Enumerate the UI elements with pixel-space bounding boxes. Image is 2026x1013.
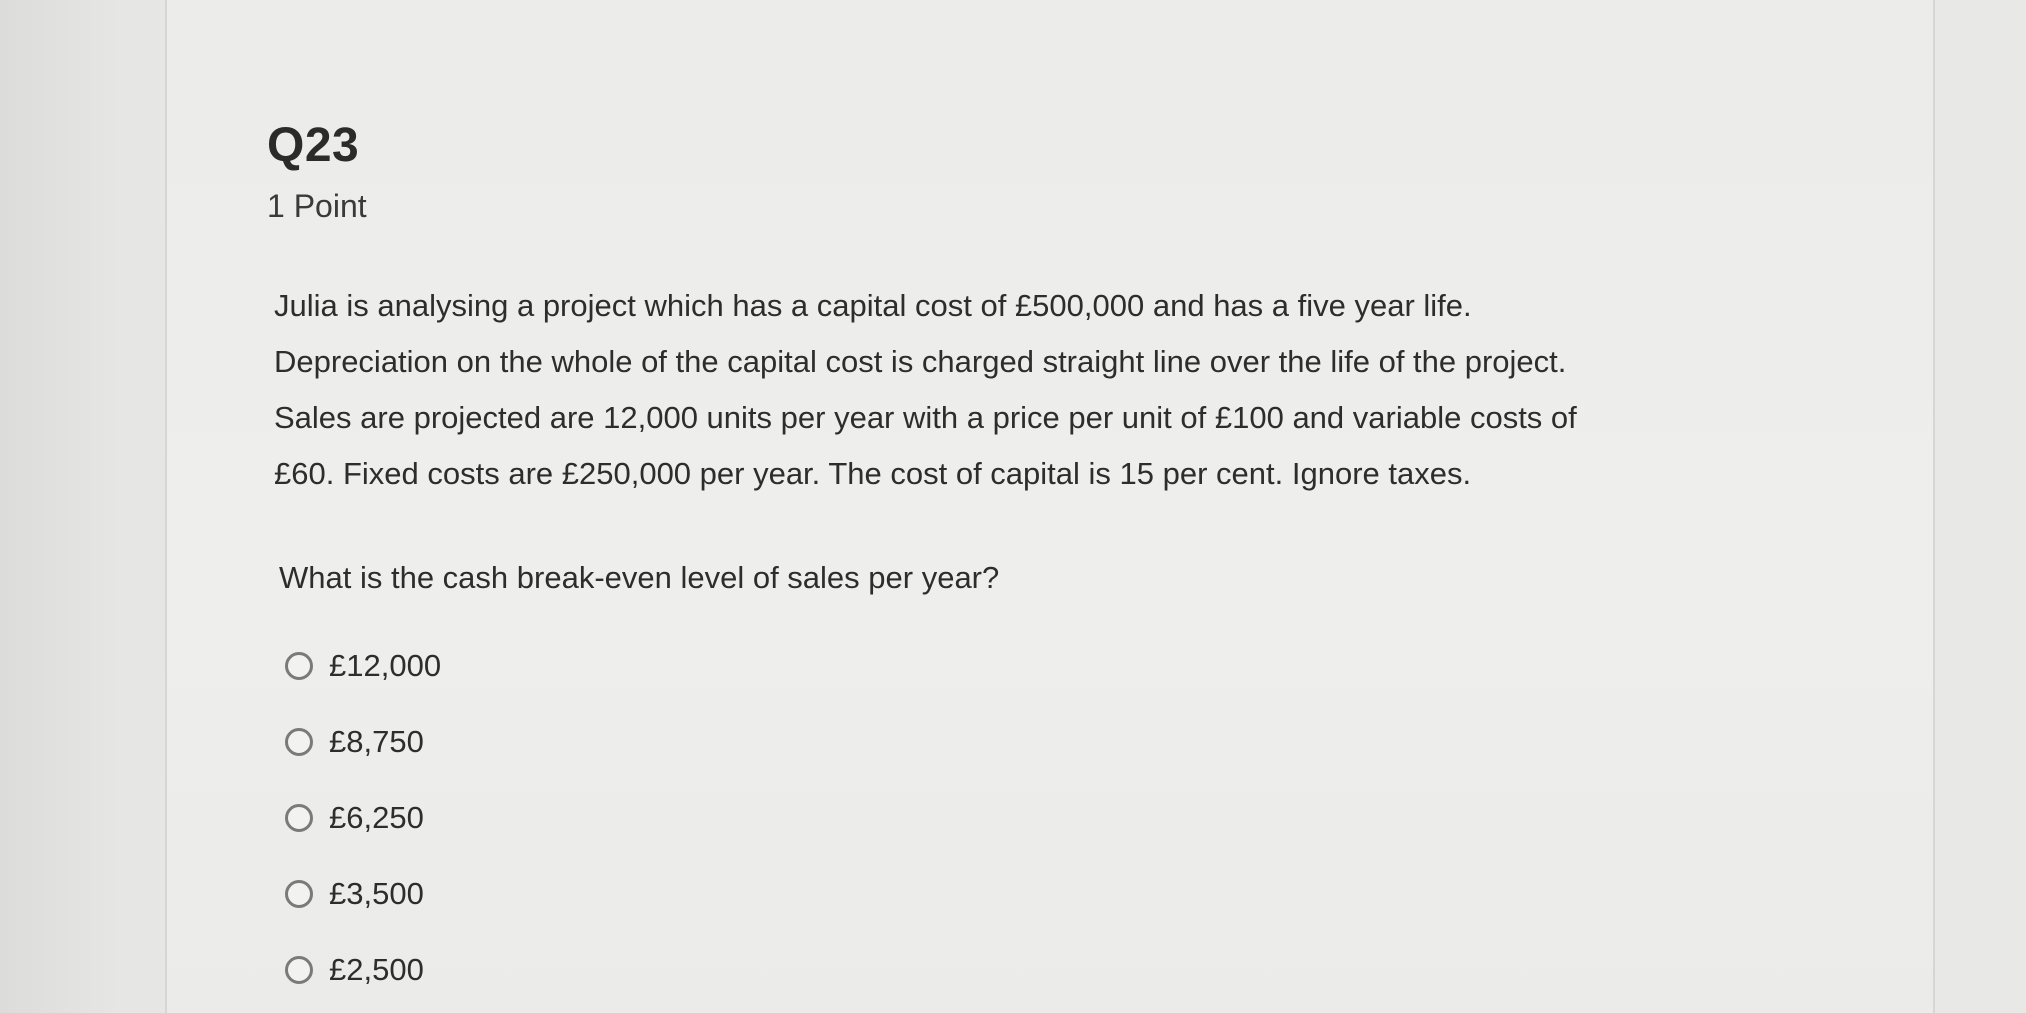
- question-body-line: £60. Fixed costs are £250,000 per year. The cost of capital is 15 per cent. Ignore taxes.: [274, 456, 1472, 491]
- answer-option-label: £2,500: [329, 952, 424, 987]
- question-number: Q23: [267, 119, 360, 172]
- question-body-line: Depreciation on the whole of the capital cost is charged straight line over the life of the project.: [274, 344, 1567, 379]
- radio-button-icon[interactable]: [285, 728, 313, 756]
- answer-option[interactable]: [285, 704, 441, 780]
- answer-option[interactable]: [285, 628, 441, 704]
- radio-button-icon[interactable]: [285, 880, 313, 908]
- question-body-line: Sales are projected are 12,000 units per year with a price per unit of £100 and variable costs of: [274, 400, 1577, 435]
- answer-option-label: £8,750: [329, 724, 424, 759]
- answer-option-label: £12,000: [329, 648, 442, 683]
- radio-button-icon[interactable]: [285, 956, 313, 984]
- answer-option-label: £6,250: [329, 800, 424, 835]
- question-body: [274, 278, 1894, 502]
- radio-button-icon[interactable]: [285, 804, 313, 832]
- question-points: 1 Point: [267, 188, 367, 224]
- answer-option[interactable]: [285, 932, 441, 1008]
- answer-option[interactable]: [285, 780, 441, 856]
- answer-options: [285, 628, 441, 1008]
- question-card: [165, 0, 1935, 1013]
- question-body-line: Julia is analysing a project which has a capital cost of £500,000 and has a five year life.: [274, 288, 1472, 323]
- answer-option-label: £3,500: [329, 876, 424, 911]
- question-prompt: What is the cash break-even level of sales per year?: [279, 560, 1000, 595]
- answer-option[interactable]: [285, 856, 441, 932]
- radio-button-icon[interactable]: [285, 652, 313, 680]
